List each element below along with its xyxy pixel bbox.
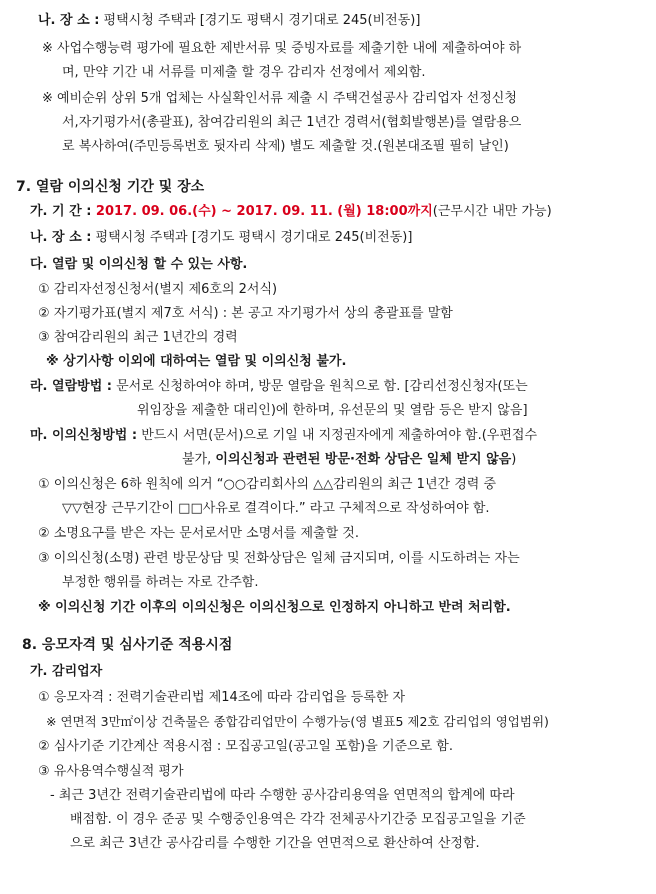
s8-dash-line2: 배점함. 이 경우 준공 및 수행중인용역은 각각 전체공사기간중 모집공고일을 기준 <box>70 812 526 827</box>
section8-title: 8. 응모자격 및 심사기준 적용시점 <box>22 637 233 653</box>
ra-line1 <box>30 378 528 396</box>
place-label-1: 나. 장 소 : <box>38 13 100 28</box>
place-line-2 <box>30 229 412 247</box>
note1-line1: ※ 사업수행능력 평가에 필요한 제반서류 및 증빙자료를 제출기한 내에 제출하여야 하 <box>42 41 522 56</box>
ma-text-2a: 불가, <box>182 452 216 467</box>
ga-title: 가. 감리업자 <box>30 664 103 679</box>
ra-label: 라. 열람방법 : <box>30 379 112 394</box>
da-item-2: ② 자기평가표(별지 제7호 서식) : 본 공고 자기평가서 상의 총괄표를 말함 <box>38 306 453 321</box>
item3-line1: ③ 이의신청(소명) 관련 방문상담 및 전화상담은 일체 금지되며, 이를 시도하려는 자는 <box>38 551 520 566</box>
section7-title: 7. 열람 이의신청 기간 및 장소 <box>16 179 205 195</box>
ma-text-1: 반드시 서면(문서)으로 기일 내 지정권자에게 제출하여야 함.(우편접수 <box>137 428 538 443</box>
item2-line: ② 소명요구를 받은 자는 문서로서만 소명서를 제출할 것. <box>38 526 359 541</box>
place-text-1: 평택시청 주택과 [경기도 평택시 경기대로 245(비전동)] <box>99 13 421 28</box>
da-item-1: ① 감리자선정신청서(별지 제6호의 2서식) <box>38 282 278 297</box>
period-value: 2017. 09. 06.(수) ~ 2017. 09. 11. (월) 18:00까지 <box>91 204 433 219</box>
period-label: 가. 기 간 : <box>30 204 92 219</box>
period-note: (근무시간 내만 가능) <box>432 204 552 219</box>
ra-text-1: 문서로 신청하여야 하며, 방문 열람을 원칙으로 함. [감리선정신청자(또는 <box>111 379 528 394</box>
item1-line1: ① 이의신청은 6하 원칙에 의거 “○○감리회사의 △△감리원의 최근 1년간 경력 중 <box>38 477 497 492</box>
item1-line2: ▽▽현장 근무기간이 □□사유로 결격이다.” 라고 구체적으로 작성하여야 함. <box>62 501 490 516</box>
item3-line2: 부정한 행위를 하려는 자로 간주함. <box>62 575 259 590</box>
place-label-2: 나. 장 소 : <box>30 230 92 245</box>
ra-line2: 위임장을 제출한 대리인)에 한하며, 유선문의 및 열람 등은 받지 않음] <box>137 403 528 418</box>
s8-item3: ③ 유사용역수행실적 평가 <box>38 764 184 779</box>
s8-dash-line3: 으로 최근 3년간 공사감리를 수행한 기간을 연면적으로 환산하여 산정함. <box>70 836 480 851</box>
s8-item1-note: ※ 연면적 3만㎡이상 건축물은 종합감리업만이 수행가능(영 별표5 제2호 감리업의 영업범위) <box>46 714 549 729</box>
period-line <box>30 203 552 221</box>
final-note: ※ 이의신청 기간 이후의 이의신청은 이의신청으로 인정하지 아니하고 반려 처리함. <box>38 600 511 615</box>
note2-line3: 로 복사하여(주민등록번호 뒷자리 삭제) 별도 제출할 것.(원본대조필 필히 날인) <box>62 139 509 154</box>
note1-line2: 며, 만약 기간 내 서류를 미제출 할 경우 감리자 선정에서 제외함. <box>62 65 426 80</box>
da-title: 다. 열람 및 이의신청 할 수 있는 사항. <box>30 257 248 272</box>
place-line-1 <box>38 12 420 30</box>
s8-item2: ② 심사기준 기간계산 적용시점 : 모집공고일(공고일 포함)을 기준으로 함. <box>38 739 453 754</box>
place-text-2: 평택시청 주택과 [경기도 평택시 경기대로 245(비전동)] <box>91 230 413 245</box>
s8-dash-line1: - 최근 3년간 전력기술관리법에 따라 수행한 공사감리용역을 연면적의 합계에 따라 <box>50 788 515 803</box>
da-item-3: ③ 참여감리원의 최근 1년간의 경력 <box>38 330 238 345</box>
note2-line1: ※ 예비순위 상위 5개 업체는 사실확인서류 제출 시 주택건설공사 감리업자 선정신청 <box>42 91 517 106</box>
ma-line2 <box>182 451 516 469</box>
ma-text-2c: ) <box>511 452 517 467</box>
ma-line1 <box>30 427 537 445</box>
s8-item1: ① 응모자격 : 전력기술관리법 제14조에 따라 감리업을 등록한 자 <box>38 690 406 705</box>
note2-line2: 서,자기평가서(총괄표), 참여감리원의 최근 1년간 경력서(협회발행본)를 열람용으 <box>62 115 522 130</box>
ma-label: 마. 이의신청방법 : <box>30 428 138 443</box>
ma-text-2b: 이의신청과 관련된 방문·전화 상담은 일체 받지 않음 <box>215 452 512 467</box>
da-note: ※ 상기사항 이외에 대하여는 열람 및 이의신청 불가. <box>46 354 347 369</box>
